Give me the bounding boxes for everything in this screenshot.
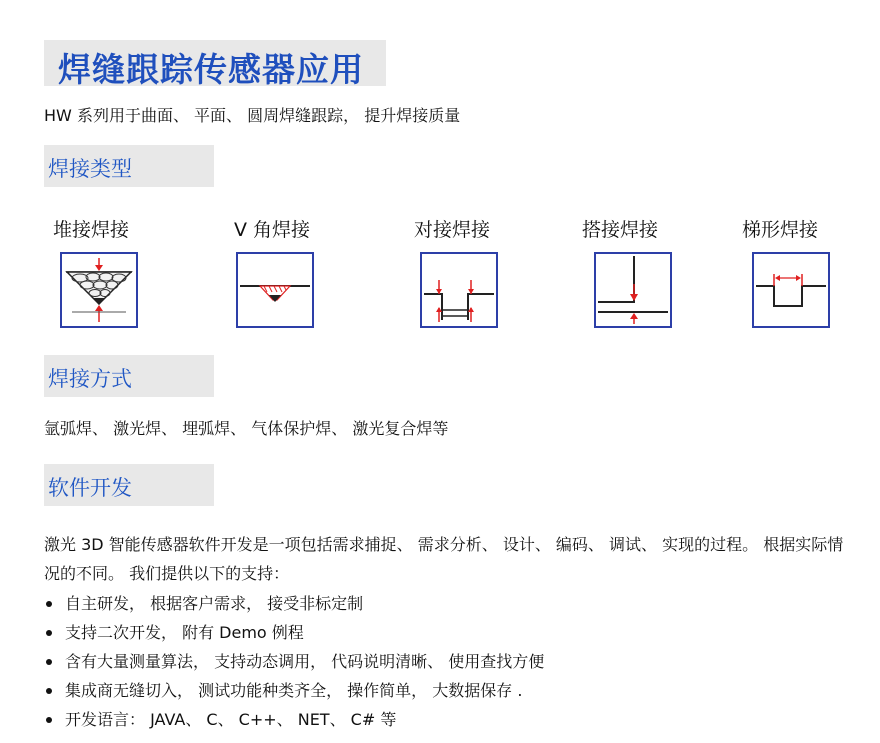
section-welding-methods-heading: 焊接方式 [48,367,132,391]
weld-type-label-v-angle: V 角焊接 [234,219,311,241]
section-software-heading: 软件开发 [48,476,132,500]
section-welding-types-heading: 焊接类型 [48,157,132,181]
list-item: 开发语言： JAVA、 C、 C++、 NET、 C# 等 [44,705,544,734]
list-item: 自主研发， 根据客户需求， 接受非标定制 [44,589,544,618]
weld-type-label-lap: 搭接焊接 [582,219,659,241]
list-item: 含有大量测量算法， 支持动态调用， 代码说明清晰、 使用查找方便 [44,647,544,676]
weld-type-label-trapezoid: 梯形焊接 [742,219,819,241]
list-item: 集成商无缝切入， 测试功能种类齐全， 操作简单， 大数据保存 . [44,676,544,705]
support-list [44,589,544,734]
lap-weld-icon [594,252,672,328]
v-angle-weld-icon [236,252,314,328]
software-paragraph: 激光 3D 智能传感器软件开发是一项包括需求捕捉、 需求分析、 设计、 编码、 调试、 实现的过程。 根据实际情况的不同。 我们提供以下的支持： [44,535,844,583]
butt-weld-icon [420,252,498,328]
welding-methods-text: 氩弧焊、 激光焊、 埋弧焊、 气体保护焊、 激光复合焊等 [44,419,449,438]
page-title: 焊缝跟踪传感器应用 [58,50,364,89]
trapezoid-weld-icon [752,252,830,328]
weld-type-label-butt: 对接焊接 [414,219,491,241]
stacked-weld-icon [60,252,138,328]
weld-type-label-stacked: 堆接焊接 [53,219,130,241]
page-subtitle: HW 系列用于曲面、 平面、 圆周焊缝跟踪， 提升焊接质量 [44,106,461,125]
list-item: 支持二次开发， 附有 Demo 例程 [44,618,544,647]
